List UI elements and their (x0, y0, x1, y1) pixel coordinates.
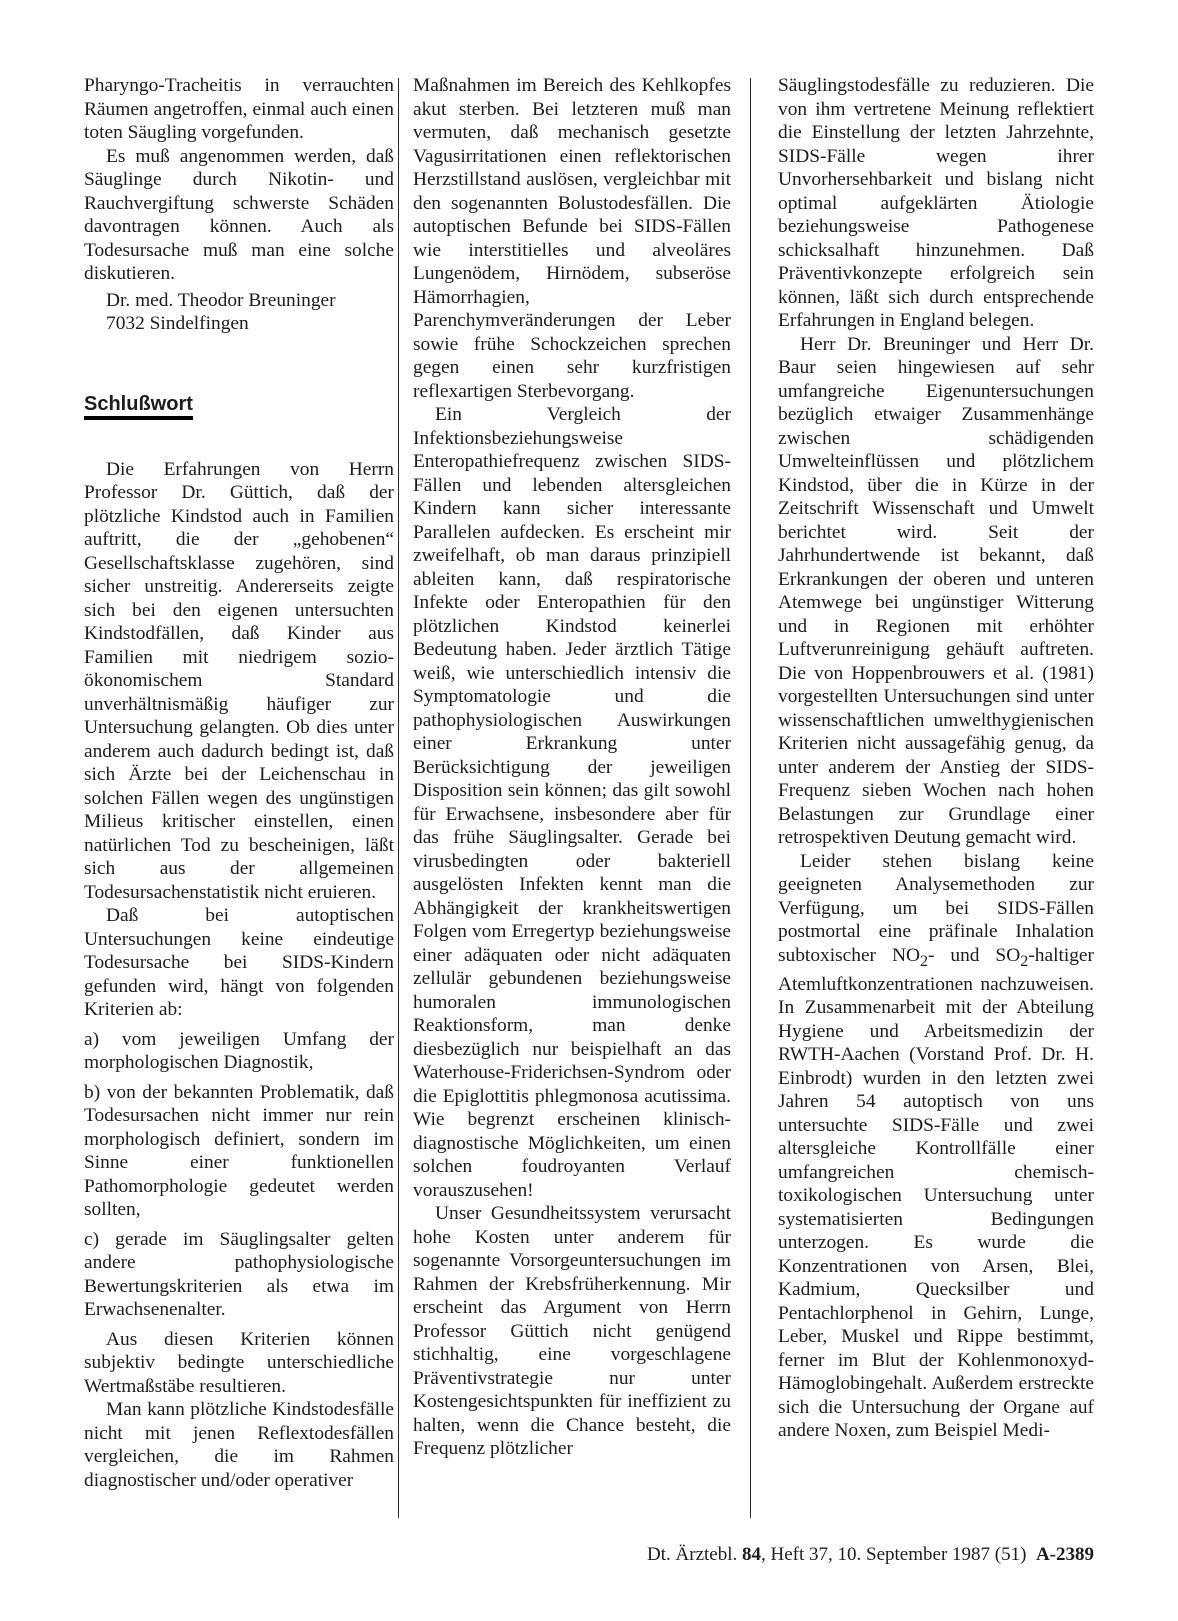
signature-address: 7032 Sindelfingen (106, 313, 249, 334)
paragraph: Maßnahmen im Bereich des Kehlkopfes akut sterben. Bei letzteren muß man vermuten, daß mechanisch gesetzte Vagusirritationen einen reflektorischen Herzstillstand auslösen, vergleichbar mit den sogenannten Bolustodesfällen. Die autoptischen Befunde bei SIDS-Fällen wie interstitielles und alveoläres Lungenödem, Hirnödem, subseröse Hämorrhagien, Parenchymveränderungen der Leber sowie frühe Schockzeichen sprechen gegen einen sehr kurzfristigen reflexartigen Sterbevorgang. (413, 75, 731, 402)
page-footer (647, 1543, 1094, 1567)
list-item: b) von der bekannten Problematik, daß Todesursachen nicht immer nur rein morphologisch definiert, sondern im Sinne einer funktionellen Pathomorphologie gedeutet werden sollten, (84, 1081, 394, 1220)
text-run: - und SO (928, 944, 1021, 966)
paragraph: Herr Dr. Breuninger und Herr Dr. Baur seien hingewiesen auf sehr umfangreiche Eigenuntersuchungen bezüglich etwaiger Zusammenhänge zwischen schädigenden Umwelteinflüssen und plötzlichem Kindstod, über die in Kürze in der Zeitschrift Wissenschaft und Umwelt berichtet wird. Seit der Jahrhundertwende ist bekannt, daß Erkrankungen der oberen und unteren Atemwege bei ungünstiger Witterung und in Regionen mit erhöhter Luftverunreinigung gehäuft auftreten. Die von Hoppenbrouwers et al. (1981) vorgestellten Untersuchungen sind unter wissenschaftlichen umwelthygienischen Kriterien nicht aussagefähig genug, da unter anderem der Anstieg der SIDS-Frequenz sieben Wochen nach hohen Belastungen zur Grundlage einer retrospektiven Deutung gemacht wird. (778, 333, 1094, 848)
paragraph: Säuglingstodesfälle zu reduzieren. Die von ihm vertretene Meinung reflektiert die Einstellung der letzten Jahrzehnte, SIDS-Fälle wegen ihrer Unvorhersehbarkeit und bislang nicht optimal aufgeklärten Ätiologie beziehungsweise Pathogenese schicksalhaft hinzunehmen. Daß Präventivkonzepte erfolgreich sein können, läßt sich durch entsprechende Erfahrungen in England belegen. (778, 75, 1094, 331)
signature-name: Dr. med. Theodor Breuninger (106, 289, 336, 311)
journal-name: Dt. Ärztebl. (647, 1544, 738, 1565)
volume-number: 84 (742, 1544, 762, 1565)
paragraph: Man kann plötzliche Kindstodesfälle nicht mit jenen Reflextodesfällen vergleichen, die im Rahmen diagnostischer und/oder operativer (84, 1399, 394, 1491)
paragraph: Es muß angenommen werden, daß Säuglinge durch Nikotin- und Rauchvergiftung schwerste Schäden davontragen können. Auch als Todesursache muß man eine solche diskutieren. (84, 145, 394, 284)
column-2 (413, 74, 731, 1461)
list-item: a) vom jeweiligen Umfang der morphologischen Diagnostik, (84, 1028, 394, 1073)
list-item: c) gerade im Säuglingsalter gelten andere pathophysiologische Bewertungskriterien als etwa im Erwachsenenalter. (84, 1228, 394, 1320)
column-rule-right (750, 78, 751, 1518)
subscript: 2 (919, 952, 929, 970)
text-run: -haltiger Atemluftkonzentrationen nachzuweisen. In Zusammenarbeit mit der Abteilung Hygiene und Arbeitsmedizin der RWTH-Aachen (Vorstand Prof. Dr. H. Einbrodt) wurden in den letzten zwei Jahren 54 autoptisch von uns untersuchte SIDS-Fälle und zwei altersgleiche Kontrollfälle einer umfangreichen chemisch-toxikologischen Untersuchung unter systematisierten Bedingungen unterzogen. Es wurde die Konzentrationen von Arsen, Blei, Kadmium, Quecksilber und Pentachlorphenol in Gehirn, Lunge, Leber, Muskel und Rippe bestimmt, ferner im Blut der Kohlenmonoxyd-Hämoglobingehalt. Außerdem erstreckte sich die Untersuchung der Organe auf andere Noxen, zum Beispiel Medi- (778, 944, 1094, 1442)
column-3 (778, 74, 1094, 1443)
text-run: Leider stehen bislang keine geeigneten Analysemethoden zur Verfügung, um bei SIDS-Fällen postmortal eine präfinale Inhalation subtoxischer NO (778, 850, 1094, 966)
issue-date: , Heft 37, 10. September 1987 (51) (761, 1544, 1027, 1565)
paragraph: Ein Vergleich der Infektionsbeziehungsweise Enteropathiefrequenz zwischen SIDS-Fällen und lebenden altersgleichen Kindern kann sicher interessante Parallelen aufdecken. Es erscheint mir zweifelhaft, ob man daraus prinzipiell ableiten kann, daß respiratorische Infekte oder Enteropathien für den plötzlichen Kindstod keinerlei Bedeutung haben. Jeder ärztlich Tätige weiß, wie unterschiedlich intensiv die Symptomatologie und die pathophysiologischen Auswirkungen einer Erkrankung unter Berücksichtigung der jeweiligen Disposition sein können; das gilt sowohl für Erwachsene, insbesondere aber für das frühe Säuglingsalter. Gerade bei virusbedingten oder bakteriell ausgelösten Infekten kennt man die Abhängigkeit der krankheitswertigen Folgen vom Erregertyp beziehungsweise einer adäquaten oder nicht adäquaten zellulär gebundenen beziehungsweise humoralen immunologischen Reaktionsform, man denke diesbezüglich nur beispielhaft an das Waterhouse-Friderichsen-Syndrom oder die Epiglottitis phlegmonosa acutissima. Wie begrenzt erscheinen klinisch-diagnostische Möglichkeiten, um einen solchen foudroyanten Verlauf vorauszusehen! (413, 404, 731, 1201)
column-rule-left (398, 78, 399, 1518)
paragraph: Daß bei autoptischen Untersuchungen keine eindeutige Todesursache bei SIDS-Kindern gefunden wird, hängt von folgenden Kriterien ab: (84, 905, 394, 1020)
subscript: 2 (1020, 952, 1029, 970)
paragraph: Aus diesen Kriterien können subjektiv bedingte unterschiedliche Wertmaßstäbe resultieren. (84, 1328, 394, 1397)
page-number: A-2389 (1035, 1544, 1094, 1565)
paragraph: Die Erfahrungen von Herrn Professor Dr. Güttich, daß der plötzliche Kindstod auch in Familien auftritt, die der „gehobenen“ Gesellschaftsklasse zugehören, sind sicher unstreitig. Andererseits zeigte sich bei den eigenen untersuchten Kindstodfällen, daß Kinder aus Familien mit niedrigem sozio-ökonomischem Standard unverhältnismäßig häufiger zur Untersuchung gelangten. Ob dies unter anderem auch dadurch bedingt ist, daß sich Ärzte bei der Leichenschau in solchen Fällen wegen des ungünstigen Milieus kritischer einstellen, einen natürlichen Tod zu bescheinigen, läßt sich aus der allgemeinen Todesursachenstatistik nicht eruieren. (84, 458, 394, 903)
column-1 (84, 74, 394, 1492)
paragraph: Pharyngo-Tracheitis in verrauchten Räumen angetroffen, einmal auch einen toten Säugling vorgefunden. (84, 75, 394, 143)
section-heading (84, 392, 394, 416)
paragraph (778, 850, 1094, 1443)
paragraph: Unser Gesundheitssystem verursacht hohe Kosten unter anderem für sogenannte Vorsorgeuntersuchungen im Rahmen der Krebsfrüherkennung. Mir erscheint das Argument von Herrn Professor Güttich nicht genügend stichhaltig, eine vorgeschlagene Präventivstrategie nur unter Kostengesichtspunkten für ineffizient zu halten, wenn die Chance besteht, die Frequenz plötzlicher (413, 1203, 731, 1459)
section-heading-text: Schlußwort (84, 393, 193, 420)
